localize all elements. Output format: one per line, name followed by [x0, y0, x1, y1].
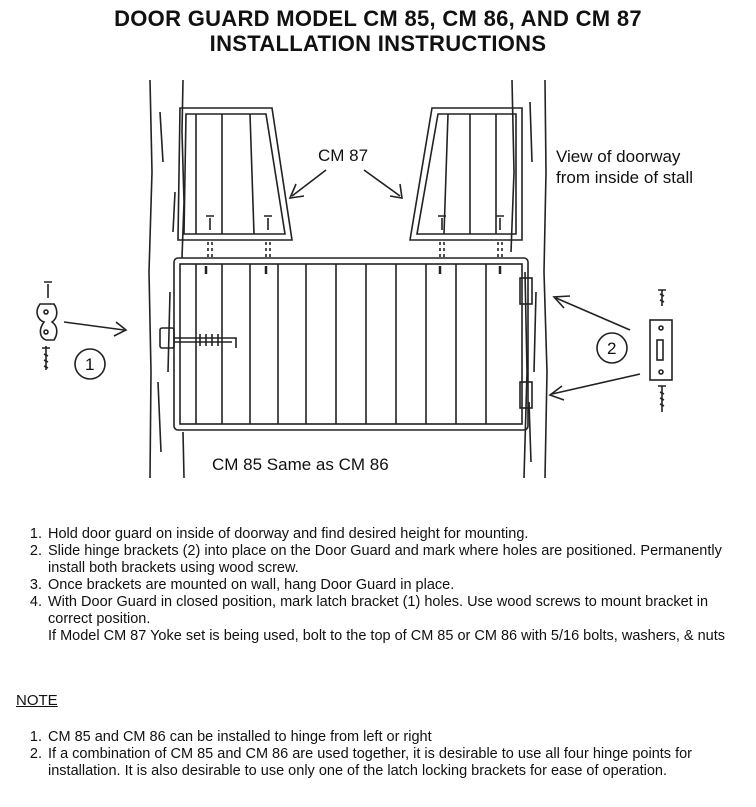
- note-item: 2. If a combination of CM 85 and CM 86 are used together, it is desirable to use all four hinge points for installation. It is also desirable to use only one of the latch locking brackets for ease of operation.: [46, 746, 746, 780]
- note-item: 1. CM 85 and CM 86 can be installed to hinge from left or right: [46, 729, 746, 746]
- label-view-line-1: View of doorway: [556, 147, 681, 166]
- note-heading: NOTE: [16, 692, 58, 709]
- note-list: [16, 729, 746, 780]
- cm87-yoke-right: [410, 108, 522, 258]
- title-line-1: DOOR GUARD MODEL CM 85, CM 86, AND CM 87: [114, 6, 642, 31]
- arrow-latch: [64, 322, 124, 330]
- latch-bracket-part: [37, 282, 57, 370]
- arrow-cm87-left: [292, 170, 326, 196]
- door-guard-cm85: [174, 258, 528, 430]
- step-text: With Door Guard in closed position, mark latch bracket (1) holes. Use wood screws to mount bracket in correct position.: [48, 594, 709, 627]
- step-item: [46, 577, 746, 594]
- arrow-hinge-bottom: [552, 374, 640, 394]
- arrow-hinge-top: [556, 298, 630, 330]
- step-text: Hold door guard on inside of doorway and find desired height for mounting.: [48, 526, 529, 542]
- title-line-2: INSTALLATION INSTRUCTIONS: [209, 31, 547, 56]
- callout-1-number: 1: [85, 355, 95, 374]
- label-cm87: CM 87: [318, 146, 369, 165]
- step-item: [46, 526, 746, 543]
- callout-2-number: 2: [607, 339, 617, 358]
- hinge-bracket-part: [650, 290, 672, 412]
- installation-steps: [16, 526, 746, 645]
- latch-assembly: [160, 328, 236, 348]
- step-extra-note: If Model CM 87 Yoke set is being used, bolt to the top of CM 85 or CM 86 with 5/16 bolts, washers, & nuts: [48, 628, 726, 644]
- document-title: [0, 6, 756, 56]
- cm87-yoke-left: [178, 108, 292, 258]
- label-cm85: CM 85 Same as CM 86: [212, 455, 389, 474]
- step-item: [46, 543, 746, 577]
- label-view-line-2: from inside of stall: [556, 168, 693, 187]
- installation-diagram: [0, 72, 756, 492]
- step-item: [46, 594, 746, 645]
- arrow-cm87-right: [364, 170, 400, 196]
- step-text: Slide hinge brackets (2) into place on the Door Guard and mark where holes are positioned. Permanently install both brackets using wood screw.: [48, 543, 722, 576]
- step-text: Once brackets are mounted on wall, hang Door Guard in place.: [48, 577, 455, 593]
